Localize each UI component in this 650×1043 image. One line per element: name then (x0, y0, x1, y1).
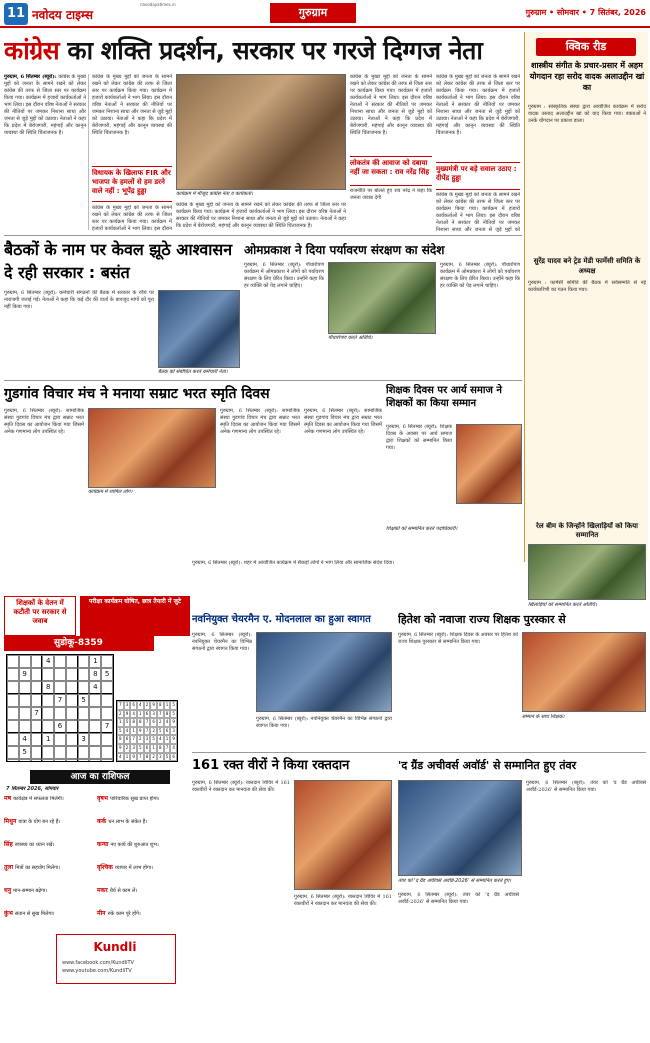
story7-body: गुरुग्राम, 6 सितम्बर (ब्यूरो): शिक्षक दिवस के अवसर पर हितेश को राज्य शिक्षक पुरस्कार से सम्मानित किया गया। (398, 632, 518, 645)
sudoku-answer-cell: 7 (157, 710, 164, 719)
sudoku-cell (101, 681, 113, 694)
sudoku-cell (31, 694, 43, 707)
sudoku-answer-cell: 4 (130, 710, 137, 719)
sudoku-answer-cell: 7 (117, 701, 124, 710)
sudoku-cell (7, 681, 19, 694)
sudoku-cell (7, 759, 19, 762)
horoscope-text: मित्रों का सहयोग मिलेगा। (15, 865, 61, 871)
sudoku-cell (78, 746, 90, 759)
notice-box-1: शिक्षकों के वेतन में कटौती पर सरकार से जवाब (4, 596, 76, 636)
sidebar-headline-2: सुरेंद्र यादव बने ट्रेड मेडी फार्मेसी समिति के अध्यक्ष (533, 257, 641, 275)
sudoku-answer-cell: 4 (124, 727, 131, 736)
sudoku-cell (7, 707, 19, 720)
sudoku-answer-cell: 8 (137, 718, 144, 727)
sudoku-cell (101, 746, 113, 759)
sudoku-answer-cell: 5 (124, 718, 131, 727)
sudoku-answer-cell: 5 (170, 710, 177, 719)
story6-body-cont: गुरुग्राम, 6 सितम्बर (ब्यूरो): नवनियुक्त चेयरमैन का विभिन्न संगठनों द्वारा स्वागत किया गया। (256, 716, 392, 729)
lead-column-2b (92, 205, 172, 231)
sudoku-cell (66, 681, 78, 694)
sudoku-answer-cell: 1 (130, 727, 137, 736)
sudoku-cell (66, 655, 78, 668)
sudoku-answer-cell: 1 (137, 710, 144, 719)
story9-headline: 'द ग्रैंड अचीवर्स अवॉर्ड' से सम्मानित हुए तंवर (398, 759, 577, 772)
sudoku-cell (66, 746, 78, 759)
sudoku-cell (101, 655, 113, 668)
sudoku-answer-cell (137, 761, 144, 762)
lead-body-cont5: राजनीति पर बोलते हुए राव नरेंद्र ने कहा कि जनता जवाब देगी (350, 188, 432, 201)
sudoku-cell (54, 668, 66, 681)
horoscope-sign: कर्क (97, 818, 109, 825)
lead-body-cont2: कांग्रेस के मुख्य मुद्दों को जनता के सामने रखने को लेकर कांग्रेस की तरफ से जिला स्तर पर कार्यक्रम किया गया। कार्यक्रम में हजारों कार्यकर्ताओं ने भाग लिया। इस दौरान (92, 205, 172, 231)
horoscope-sign: कन्या (97, 841, 111, 848)
lead-body-cont7: कांग्रेस के मुख्य मुद्दों को जनता के सामने रखने को लेकर कांग्रेस की तरफ से जिला स्तर पर कार्यक्रम किया गया। कार्यक्रम में हजारों कार्यकर्ताओं ने भाग लिया। इस दौरान वरिष्ठ नेताओं ने सरकार की नीतियों पर जमकर निशाना साधा और जनता से जुड़े मुद्दों को (436, 192, 520, 232)
sudoku-answer-cell: 8 (157, 701, 164, 710)
sudoku-answer-cell: 6 (164, 727, 171, 736)
sudoku-answer-cell: 3 (124, 701, 131, 710)
horoscope-text: मान-सम्मान बढ़ेगा। (13, 888, 48, 894)
lead-headline (4, 31, 524, 71)
sudoku-answer-cell: 3 (144, 735, 151, 744)
sudoku-answer-cell: 7 (164, 744, 171, 753)
sudoku-answer-cell: 4 (117, 753, 124, 762)
sudoku-answer-cell (157, 761, 164, 762)
sidebar-headline-3: रेल बीम के जिन्होंने खिलाड़ियों को किया सम्मानित (536, 522, 638, 539)
sudoku-cell (66, 694, 78, 707)
horoscope-sign: धनु (4, 887, 14, 894)
lead-column-3 (176, 202, 346, 232)
sudoku-answer-cell: 8 (117, 735, 124, 744)
sudoku-cell (101, 733, 113, 746)
city-tag: गुरुग्राम (270, 3, 356, 23)
story4-caption: शिक्षकों को सम्मानित करते पदाधिकारी। (386, 526, 458, 532)
horoscope-item (97, 888, 188, 909)
sudoku-cell (66, 720, 78, 733)
sudoku-answer-cell (130, 761, 137, 762)
sudoku-answer-cell: 9 (130, 753, 137, 762)
sudoku-cell (78, 681, 90, 694)
kundli-fb: www.facebook.com/KundliTV (62, 960, 134, 966)
sudoku-cell (101, 694, 113, 707)
horoscope-date: 7 सितम्बर 2026, सोमवार (6, 786, 59, 792)
horoscope-text: कार्यक्षेत्र में सफलता मिलेगी। (13, 796, 64, 802)
sudoku-cell (42, 759, 54, 762)
masthead-rule (0, 26, 650, 28)
sidebar-body-2: गुरुग्राम : फार्मेसी समिति की बैठक में सर्वसम्मति से नई कार्यकारिणी का गठन किया गया। (528, 280, 646, 293)
sudoku-cell (66, 759, 78, 762)
story4-headline: शिक्षक दिवस पर आर्य समाज ने शिक्षकों का किया सम्मान (386, 385, 502, 409)
sudoku-answer-cell: 2 (137, 735, 144, 744)
story9-body: गुरुग्राम, 6 सितम्बर (ब्यूरो): तंवर को 'द ग्रैंड अचीवर्स अवॉर्ड-2026' से सम्मानित किया गया। (526, 780, 646, 793)
sudoku-answer-cell: 1 (124, 753, 131, 762)
story3-caption: कार्यक्रम में शामिल लोग। (88, 489, 133, 495)
story2-caption: पौधारोपण करते अतिथि। (328, 335, 373, 341)
sudoku-cell: 5 (78, 694, 90, 707)
story9-photo (398, 780, 522, 876)
horoscope-sign: मेष (4, 796, 14, 802)
sudoku-cell (78, 720, 90, 733)
sudoku-cell (7, 733, 19, 746)
sudoku-cell: 5 (101, 668, 113, 681)
sudoku-cell (7, 668, 19, 681)
horoscope-text: व्यापार में लाभ होगा। (114, 865, 153, 871)
sudoku-cell (54, 707, 66, 720)
sudoku-cell (78, 759, 90, 762)
horoscope-item (97, 911, 188, 932)
sudoku-cell (66, 668, 78, 681)
lead-pull-quote-3: मुख्यमंत्री पर बड़े सवाल उठाए : दीपेंद्र हुड्डा (436, 162, 520, 190)
sudoku-cell (78, 655, 90, 668)
sudoku-cell (31, 759, 43, 762)
story3-body: गुरुग्राम, 6 सितम्बर (ब्यूरो): सामाजिक संस्था गुडगांव विचार मंच द्वारा सम्राट भरत स्मृति दिवस का आयोजन किया गया जिसमें अनेक गणमान्य लोग उपस्थित रहे। (4, 408, 84, 435)
page-number: 11 (4, 3, 28, 25)
horoscope-sign: सिंह (4, 841, 15, 848)
sudoku-answer-cell: 6 (124, 735, 131, 744)
sudoku-answer-cell: 4 (157, 735, 164, 744)
story1-body: गुरुग्राम, 6 सितम्बर (ब्यूरो): कर्मचारी संगठनों की बैठक में सरकार के रवैये पर नाराजगी जताई गई। नेताओं ने कहा कि कई दौर की वार्ता के बावजूद मांगों को पूरा नहीं किया गया। (4, 290, 154, 310)
story6-headline: नवनियुक्त चेयरमैन ए. मोदनलाल का हुआ स्वागत (192, 614, 371, 625)
lead-column-5 (436, 74, 520, 160)
sudoku-cell (89, 707, 101, 720)
sudoku-cell (54, 759, 66, 762)
sudoku-cell (78, 668, 90, 681)
sidebar-photo (528, 544, 646, 600)
sudoku-answer-cell: 1 (117, 718, 124, 727)
story1-caption: बैठक को संबोधित करते कर्मचारी नेता। (158, 369, 228, 375)
lead-headline-rest: का शक्ति प्रदर्शन, सरकार पर गरजे दिग्गज नेता (67, 36, 483, 65)
horoscope-sign: मिथुन (4, 818, 19, 825)
sudoku-cell (42, 694, 54, 707)
sudoku-cell (66, 707, 78, 720)
sudoku-answer-cell: 5 (150, 735, 157, 744)
sudoku-answer-grid (116, 700, 178, 762)
sudoku-answer-cell: 9 (117, 744, 124, 753)
story3-headline: गुडगांव विचार मंच ने मनाया सम्राट भरत स्मृति दिवस (4, 386, 270, 402)
sudoku-cell (19, 707, 31, 720)
horoscope-text: यात्रा के योग बन रहे हैं। (18, 819, 61, 825)
sudoku-cell (101, 707, 113, 720)
lead-column-4 (350, 74, 432, 154)
sudoku-cell (31, 655, 43, 668)
sudoku-cell (42, 707, 54, 720)
sudoku-answer-cell: 4 (164, 718, 171, 727)
sudoku-cell (54, 681, 66, 694)
sudoku-cell (89, 694, 101, 707)
sudoku-answer-cell: 2 (124, 744, 131, 753)
sudoku-cell (54, 733, 66, 746)
sudoku-answer-cell: 6 (144, 744, 151, 753)
story8-body-cont: गुरुग्राम, 6 सितम्बर (ब्यूरो): रक्तदान शिविर में 161 रक्तवीरों ने रक्तदान कर मानवता की सेवा की। (294, 894, 392, 907)
horoscope-text: रुके काम पूरे होंगे। (107, 911, 141, 917)
sudoku-answer-cell: 6 (144, 710, 151, 719)
sudoku-answer-cell: 8 (164, 710, 171, 719)
sudoku-cell (31, 746, 43, 759)
sudoku-answer-cell: 2 (144, 701, 151, 710)
story6-body: गुरुग्राम, 6 सितम्बर (ब्यूरो): नवनियुक्त चेयरमैन का विभिन्न संगठनों द्वारा स्वागत किया गया। (192, 632, 252, 652)
sudoku-answer-cell: 7 (137, 753, 144, 762)
sudoku-answer-cell: 9 (170, 735, 177, 744)
section-rule-3 (192, 752, 646, 753)
horoscope-item (97, 865, 188, 886)
sudoku-cell: 4 (89, 681, 101, 694)
sudoku-answer-cell: 1 (164, 701, 171, 710)
sudoku-answer-cell: 1 (164, 735, 171, 744)
sudoku-answer-cell (117, 761, 124, 762)
sudoku-cell (19, 759, 31, 762)
horoscope-list (4, 796, 188, 932)
lead-body-cont6: कांग्रेस के मुख्य मुद्दों को जनता के सामने रखने को लेकर कांग्रेस की तरफ से जिला स्तर पर कार्यक्रम किया गया। कार्यक्रम में हजारों कार्यकर्ताओं ने भाग लिया। इस दौरान वरिष्ठ नेताओं ने सरकार की नीतियों पर जमकर निशाना साधा और जनता से जुड़े मुद्दों को उठाया। नेताओं ने कहा कि प्रदेश में बेरोजगारी, महंगाई और कानून व्यवस्था की स्थिति चिंताजनक है। (436, 74, 520, 136)
story3-photo (88, 408, 216, 488)
sudoku-answer-cell: 3 (170, 727, 177, 736)
lead-body-cont4: कांग्रेस के मुख्य मुद्दों को जनता के सामने रखने को लेकर कांग्रेस की तरफ से जिला स्तर पर कार्यक्रम किया गया। कार्यक्रम में हजारों कार्यकर्ताओं ने भाग लिया। इस दौरान वरिष्ठ नेताओं ने सरकार की नीतियों पर जमकर निशाना साधा और जनता से जुड़े मुद्दों को उठाया। नेताओं ने कहा कि प्रदेश में बेरोजगारी, महंगाई और कानून व्यवस्था की स्थिति चिंताजनक है। (350, 74, 432, 136)
lead-column-1 (4, 74, 86, 230)
sudoku-cell (42, 720, 54, 733)
dateline: गुरुग्राम • सोमवार • 7 सितंबर, 2026 (525, 8, 646, 17)
sudoku-answer-cell: 6 (170, 753, 177, 762)
story10-body: गुरुग्राम, 6 सितम्बर (ब्यूरो): शहर में आयोजित कार्यक्रम में सैकड़ों लोगों ने भाग लिया और सामाजिक संदेश दिया। (192, 560, 395, 566)
story2-photo (328, 262, 436, 334)
sudoku-answer-cell: 9 (124, 710, 131, 719)
story8-headline: 161 रक्त वीरों ने किया रक्तदान (192, 758, 350, 773)
lead-pull-quote-2: लोकतंत्र की आवाज को दबाया नहीं जा सकता : राव नरेंद्र सिंह (350, 156, 432, 186)
sudoku-cell (19, 720, 31, 733)
sudoku-answer-cell (170, 761, 177, 762)
story7-headline: हितेश को नवाजा राज्य शिक्षक पुरस्कार से (398, 613, 566, 626)
sudoku-answer-cell: 9 (150, 701, 157, 710)
sudoku-answer-cell: 4 (170, 744, 177, 753)
sudoku-cell (31, 681, 43, 694)
sudoku-cell: 7 (101, 720, 113, 733)
notice-box-2: परीक्षा कार्यक्रम घोषित, छात्र तैयारी में जुटे (80, 596, 190, 636)
brand-url: navodayatimes.in (140, 2, 176, 7)
sidebar-body-1: गुरुग्राम : सांस्कृतिक संस्था द्वारा आयोजित कार्यक्रम में सरोद वादक उस्ताद अलाउद्दीन खां को याद किया गया। वक्ताओं ने उनके योगदान पर प्रकाश डाला। (528, 104, 646, 124)
horoscope-sign: कुंभ (4, 910, 15, 917)
horoscope-text: धन लाभ के संकेत हैं। (108, 819, 148, 825)
sudoku-answer-cell (144, 761, 151, 762)
story7-caption: सम्मान के साथ शिक्षक। (522, 714, 565, 720)
sudoku-answer-cell: 2 (157, 718, 164, 727)
horoscope-item (4, 842, 95, 863)
brand-name: नवोदय टाइम्स (32, 8, 94, 22)
sudoku-cell: 7 (54, 694, 66, 707)
sudoku-answer-cell: 2 (150, 727, 157, 736)
story1-headline: बैठकों के नाम पर केवल झूठे आश्वासन दे रही सरकार : बसंत (4, 240, 233, 282)
sudoku-cell: 7 (31, 707, 43, 720)
lead-column-4b (350, 188, 432, 232)
story4-photo (456, 424, 522, 504)
horoscope-sign: मकर (97, 887, 110, 894)
story2-body-cont: गुरुग्राम, 6 सितम्बर (ब्यूरो): पौधारोपण कार्यक्रम में ओमप्रकाश ने लोगों को पर्यावरण संरक्षण के लिए प्रेरित किया। उन्होंने कहा कि हर व्यक्ति को पेड़ लगाने चाहिए। (440, 262, 520, 289)
sudoku-answer-cell: 7 (144, 727, 151, 736)
sudoku-answer-cell: 2 (150, 753, 157, 762)
sudoku-answer-cell: 7 (144, 718, 151, 727)
sudoku-answer-cell (124, 761, 131, 762)
sudoku-cell (42, 746, 54, 759)
sudoku-answer-cell: 3 (130, 744, 137, 753)
sudoku-cell: 9 (19, 668, 31, 681)
column-divider (88, 74, 89, 230)
lead-photo-caption: कार्यक्रम में मौजूद कांग्रेस नेता व कार्यकर्ता। (176, 191, 253, 197)
sudoku-grid (6, 654, 114, 762)
horoscope-item (4, 911, 95, 932)
horoscope-text: संतान से सुख मिलेगा। (14, 911, 55, 917)
kundli-yt: www.youtube.com/KundliTV (62, 968, 132, 974)
lead-column-5b (436, 192, 520, 232)
sudoku-cell: 1 (42, 733, 54, 746)
sudoku-cell: 6 (54, 720, 66, 733)
sudoku-cell: 4 (19, 733, 31, 746)
sudoku-cell (7, 655, 19, 668)
sudoku-answer-cell: 5 (117, 727, 124, 736)
sudoku-answer-cell: 5 (170, 701, 177, 710)
story3-body-cont: गुरुग्राम, 6 सितम्बर (ब्यूरो): सामाजिक संस्था गुडगांव विचार मंच द्वारा सम्राट भरत स्मृति दिवस का आयोजन किया गया जिसमें अनेक गणमान्य लोग उपस्थित रहे। (220, 408, 300, 435)
sudoku-answer-cell: 8 (157, 744, 164, 753)
lead-byline: गुरुग्राम, 6 सितम्बर (ब्यूरो): (4, 74, 57, 80)
kundli-title: Kundli (93, 940, 137, 954)
sudoku-cell: 8 (42, 681, 54, 694)
sudoku-answer-cell: 2 (117, 710, 124, 719)
lead-column-2 (92, 74, 172, 164)
section-rule-2 (4, 380, 522, 381)
sudoku-cell (54, 746, 66, 759)
sudoku-answer-cell: 6 (150, 718, 157, 727)
sudoku-cell: 4 (42, 655, 54, 668)
story4-body: गुरुग्राम, 6 सितम्बर (ब्यूरो): शिक्षक दिवस के अवसर पर आर्य समाज द्वारा शिक्षकों को सम्मानित किया गया। (386, 424, 452, 451)
section-rule (4, 235, 522, 236)
horoscope-item (97, 842, 188, 863)
sudoku-answer-cell: 5 (137, 744, 144, 753)
sudoku-answer-cell (164, 761, 171, 762)
sudoku-answer-cell: 9 (137, 727, 144, 736)
sudoku-cell (19, 681, 31, 694)
sudoku-cell (7, 746, 19, 759)
sudoku-answer-cell: 4 (137, 701, 144, 710)
story2-headline: ओमप्रकाश ने दिया पर्यावरण संरक्षण का संदेश (244, 243, 445, 257)
horoscope-sign: मीन (97, 910, 108, 917)
lead-body-cont: कांग्रेस के मुख्य मुद्दों को जनता के सामने रखने को लेकर कांग्रेस की तरफ से जिला स्तर पर कार्यक्रम किया गया। कार्यक्रम में हजारों कार्यकर्ताओं ने भाग लिया। इस दौरान वरिष्ठ नेताओं ने सरकार की नीतियों पर जमकर निशाना साधा और जनता से जुड़े मुद्दों को उठाया। नेताओं ने कहा कि प्रदेश में बेरोजगारी, महंगाई और कानून व्यवस्था की स्थिति चिंताजनक है। (92, 74, 172, 136)
sudoku-cell: 1 (89, 655, 101, 668)
horoscope-item (4, 796, 95, 817)
story5-caption: खिलाड़ियों को सम्मानित करते अतिथि। (528, 602, 597, 608)
lead-headline-red: कांग्रेस (4, 36, 60, 65)
horoscope-text: स्वास्थ्य का ध्यान रखें। (14, 842, 55, 848)
horoscope-sign: वृषभ (97, 796, 111, 802)
horoscope-text: पारिवारिक सुख प्राप्त होगा। (110, 796, 160, 802)
sudoku-cell (89, 759, 101, 762)
sudoku-answer-cell: 5 (164, 753, 171, 762)
sudoku-answer-cell: 3 (150, 710, 157, 719)
quick-read-label: क्विक रीड (536, 38, 636, 56)
story9-caption: तंवर को 'द ग्रैंड अचीवर्स अवॉर्ड-2026' से सम्मानित करते हुए। (398, 878, 512, 884)
sudoku-answer-cell: 1 (150, 744, 157, 753)
sudoku-cell (19, 655, 31, 668)
horoscope-label: आज का राशिफल (30, 770, 170, 784)
story7-photo (522, 632, 646, 712)
lead-photo (176, 74, 346, 190)
sudoku-cell: 3 (78, 733, 90, 746)
story8-photo (294, 780, 392, 890)
story2-body: गुरुग्राम, 6 सितम्बर (ब्यूरो): पौधारोपण कार्यक्रम में ओमप्रकाश ने लोगों को पर्यावरण संरक्षण के लिए प्रेरित किया। उन्होंने कहा कि हर व्यक्ति को पेड़ लगाने चाहिए। (244, 262, 324, 289)
sudoku-cell (78, 707, 90, 720)
horoscope-item (4, 888, 95, 909)
sudoku-cell (54, 655, 66, 668)
sidebar-headline-1: शास्त्रीय संगीत के प्रचार-प्रसार में अहम योगदान रहा सरोद वादक अलाउद्दीन खां का (529, 61, 645, 92)
horoscope-item (4, 865, 95, 886)
story6-photo (256, 632, 392, 712)
horoscope-sign: वृश्चिक (97, 864, 115, 871)
sudoku-answer-cell: 7 (130, 735, 137, 744)
horoscope-item (97, 819, 188, 840)
sudoku-label: सुडोकू-8359 (4, 636, 154, 651)
sudoku-answer-cell: 8 (144, 753, 151, 762)
sudoku-answer-cell: 5 (157, 727, 164, 736)
sudoku-cell (31, 720, 43, 733)
lead-pull-quote: विधायक के खिलाफ FIR और भाजपा के हमलों से हम डरने वाले नहीं : भूपेंद्र हुड्डा (92, 166, 172, 202)
sudoku-cell (42, 668, 54, 681)
sudoku-cell (31, 668, 43, 681)
sudoku-cell (89, 733, 101, 746)
horoscope-item (4, 819, 95, 840)
sudoku-answer-cell: 6 (130, 701, 137, 710)
sudoku-answer-cell: 3 (157, 753, 164, 762)
story1-photo (158, 290, 240, 368)
sudoku-answer-cell: 8 (130, 718, 137, 727)
story9-body-cont: गुरुग्राम, 6 सितम्बर (ब्यूरो): तंवर को 'द ग्रैंड अचीवर्स अवॉर्ड-2026' से सम्मानित किया गया। (398, 892, 519, 905)
sudoku-cell (89, 746, 101, 759)
sudoku-cell (7, 694, 19, 707)
lead-body: कांग्रेस के मुख्य मुद्दों को जनता के सामने रखने को लेकर कांग्रेस की तरफ से जिला स्तर पर कार्यक्रम किया गया। कार्यक्रम में हजारों कार्यकर्ताओं ने भाग लिया। इस दौरान वरिष्ठ नेताओं ने सरकार की नीतियों पर जमकर निशाना साधा और जनता से जुड़े मुद्दों को उठाया। नेताओं ने कहा कि प्रदेश में बेरोजगारी, महंगाई और कानून व्यवस्था की स्थिति चिंताजनक है। (4, 74, 86, 136)
sudoku-cell: 5 (19, 746, 31, 759)
sudoku-cell (66, 733, 78, 746)
sudoku-answer-cell: 9 (170, 718, 177, 727)
sudoku-cell (89, 720, 101, 733)
horoscope-sign: तुला (4, 864, 16, 871)
sudoku-cell (101, 759, 113, 762)
sudoku-cell (19, 694, 31, 707)
story8-body: गुरुग्राम, 6 सितम्बर (ब्यूरो): रक्तदान शिविर में 161 रक्तवीरों ने रक्तदान कर मानवता की सेवा की। (192, 780, 290, 793)
sudoku-cell (31, 733, 43, 746)
story3-body-cont2: गुरुग्राम, 6 सितम्बर (ब्यूरो): सामाजिक संस्था गुडगांव विचार मंच द्वारा सम्राट भरत स्मृति दिवस का आयोजन किया गया जिसमें अनेक गणमान्य लोग उपस्थित रहे। (304, 408, 382, 435)
horoscope-text: धैर्य से काम लें। (109, 888, 138, 894)
horoscope-text: नए कार्य की शुरुआत शुभ। (110, 842, 159, 848)
lead-body-cont3: कांग्रेस के मुख्य मुद्दों को जनता के सामने रखने को लेकर कांग्रेस की तरफ से जिला स्तर पर कार्यक्रम किया गया। कार्यक्रम में हजारों कार्यकर्ताओं ने भाग लिया। इस दौरान वरिष्ठ नेताओं ने सरकार की नीतियों पर जमकर निशाना साधा और जनता से जुड़े मुद्दों को उठाया। नेताओं ने कहा कि प्रदेश में बेरोजगारी, महंगाई और कानून व्यवस्था की स्थिति चिंताजनक है। (176, 202, 346, 229)
sudoku-answer-cell (150, 761, 157, 762)
sudoku-cell (7, 720, 19, 733)
horoscope-item (97, 796, 188, 817)
sudoku-cell: 8 (89, 668, 101, 681)
